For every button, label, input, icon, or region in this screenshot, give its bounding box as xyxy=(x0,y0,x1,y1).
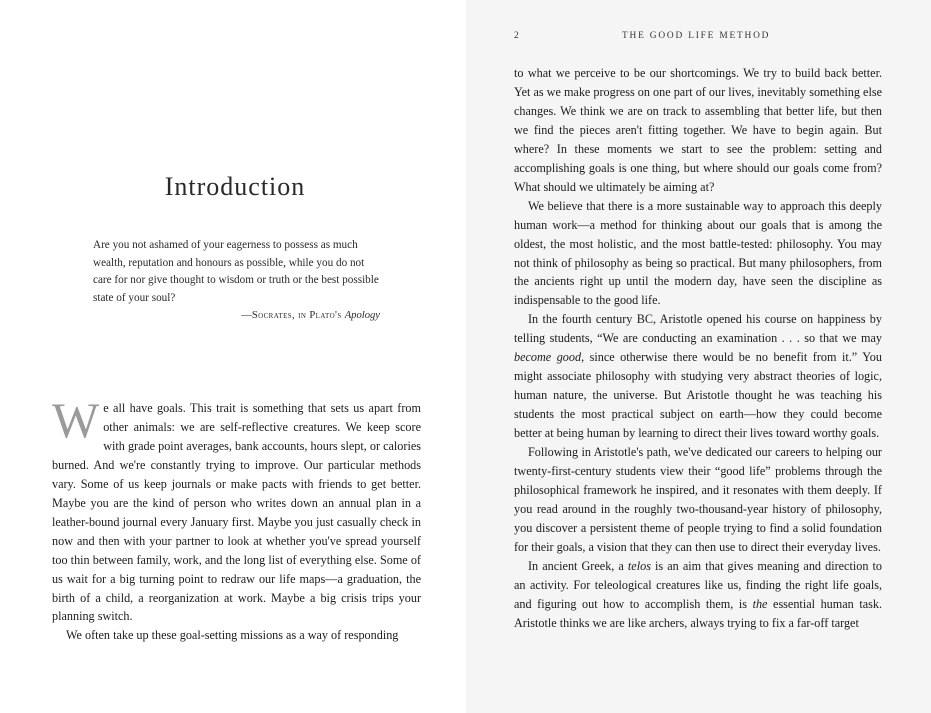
opening-paragraph-text: e all have goals. This trait is something that sets us apart from other animals: we are self-reflective creatures. We keep score with grade point averages, bank accounts, hours slept, or calories burned. And we're constantly trying to improve. Our particular methods vary. Some of us keep journals or make pacts with friends to get better. Maybe you are the kind of person who writes down an annual plan in a leather-bound journal every January first. Maybe you just casually check in now and then with your partner to look at whether you've spread yourself too thin between family, work, and the long list of everything else. Some of us wait for a big turning point to redraw our life maps—a graduation, the birth of a child, a reorganization at work. Maybe a big crisis trips your planning switch. xyxy=(52,401,421,624)
paragraph xyxy=(514,557,882,633)
paragraph: We often take up these goal-setting missions as a way of responding xyxy=(66,628,399,643)
emphasis-text: the xyxy=(752,596,768,611)
attribution-work: Apology xyxy=(344,310,380,321)
emphasis-text: telos xyxy=(627,558,651,573)
right-page xyxy=(466,0,931,713)
epigraph: Are you not ashamed of your eagerness to possess as much wealth, reputation and honours as possible, while you do not care for nor give thought to wisdom or truth or the best possible state of your soul? xyxy=(93,239,379,304)
chapter-title: Introduction xyxy=(164,172,306,201)
running-head-title: THE GOOD LIFE METHOD xyxy=(622,31,771,41)
page-number: 2 xyxy=(514,31,521,41)
opening-paragraph xyxy=(52,392,421,626)
emphasis-text: become good xyxy=(514,350,582,365)
text-run: In ancient Greek, a xyxy=(528,558,628,573)
left-body-text xyxy=(52,392,421,645)
text-run: In the fourth century BC, Aristotle opened his course on happiness by telling students, “We are conducting an examination . . . so that we may xyxy=(514,312,882,346)
paragraph xyxy=(514,310,882,443)
drop-cap: W xyxy=(52,392,100,448)
attribution-author: Socrates, in Plato's xyxy=(251,310,345,321)
paragraph: We believe that there is a more sustainable way to approach this deeply human work—a method for thinking about our goals that is among the oldest, the most holistic, and the most battle-tested: philosophy. You may not think of philosophy as being so practical. But many philosophers, from the ancients right up until the modern day, have seen the discipline as indispensable to the good life. xyxy=(514,198,882,308)
attribution-dash: — xyxy=(241,310,252,321)
epigraph-attribution xyxy=(93,310,380,321)
text-run: , since otherwise there would be no benefit from it.” You might associate philosophy with studying very abstract theories of logic, human nature, the universe. But Aristotle thought he was teaching his students the most practical subject on earth—how they could become better at being human by learning to direct their lives toward worthy goals. xyxy=(514,350,882,441)
paragraph: to what we perceive to be our shortcomings. We try to build back better. Yet as we make progress on one part of our lives, inevitably something else changes. We think we are on track to assembling that better life, but then we find the pieces aren't fitting together. We have to begin again. But where? In these moments we start to see the problem: setting and accomplishing goals is one thing, but where should our goals come from? What should we ultimately be aiming at? xyxy=(514,66,882,194)
text-run: essential human task. Aristotle thinks we are like archers, always trying to fix a far-off target xyxy=(514,596,882,630)
paragraph: Following in Aristotle's path, we've dedicated our careers to helping our twenty-first-century students view their “good life” problems through the philosophical framework he inspired, and it resonates with them deeply. If you read around in the roughly two-thousand-year history of philosophy, you discover a persistent theme of people trying to find a solid foundation for their goals, a vision that they can then use to direct their everyday lives. xyxy=(514,445,882,554)
right-body-text xyxy=(514,64,882,633)
text-run: is an aim that gives meaning and direction to an activity. For teleological creatures like us, finding the right life goals, and figuring out how to accomplish them, is xyxy=(514,558,882,611)
